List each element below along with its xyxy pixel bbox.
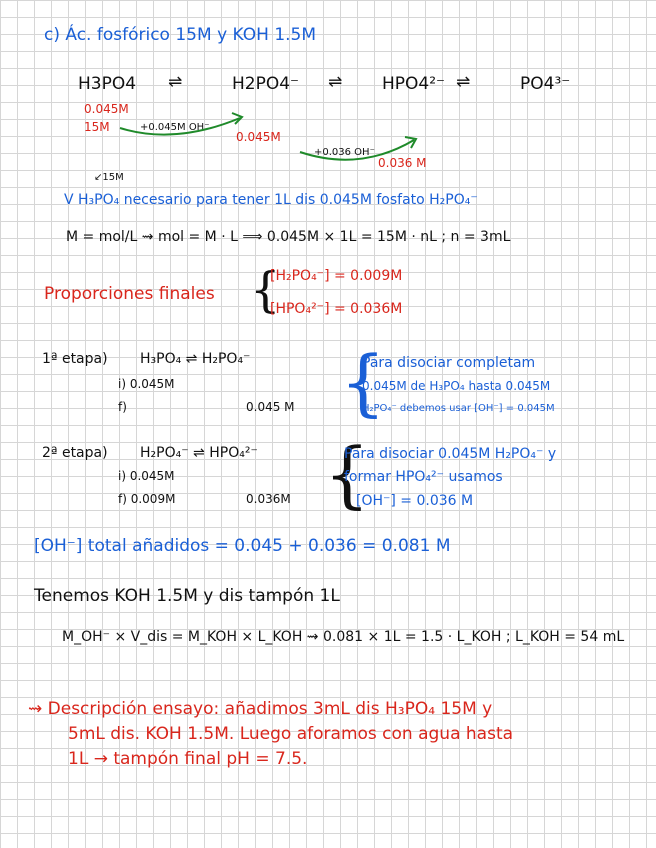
proportion-hpo4: [HPO₄²⁻] = 0.036M [270, 301, 403, 317]
conc-15m-small: ↙15M [94, 172, 124, 183]
stage1-brace: { [340, 340, 386, 424]
species-po4: PO4³⁻ [520, 74, 571, 94]
stage1-initial: i) 0.045M [118, 377, 175, 391]
equilibrium-arrow-2: ⇌ [328, 72, 343, 92]
equilibrium-arrow-1: ⇌ [168, 72, 183, 92]
stage1-equation: H₃PO₄ ⇌ H₂PO₄⁻ [140, 351, 251, 367]
stage2-final: f) 0.009M [118, 492, 176, 506]
stage2-note-1: Para disociar 0.045M H₂PO₄⁻ y [344, 446, 557, 462]
green-label-2: +0.036 OH⁻ [314, 147, 375, 158]
stage2-final-value: 0.036M [246, 492, 291, 506]
volume-needed-line: V H₃PO₄ necesario para tener 1L dis 0.045M fosfato H₂PO₄⁻ [64, 192, 478, 208]
stage2-note-3: [OH⁻] = 0.036 M [356, 493, 474, 509]
proportions-label: Proporciones finales [44, 284, 215, 304]
koh-volume-equation: M_OH⁻ × V_dis = M_KOH × L_KOH ⇝ 0.081 × 1L = 1.5 · L_KOH ; L_KOH = 54 mL [62, 629, 625, 645]
tenemos-line: Tenemos KOH 1.5M y dis tampón 1L [34, 586, 340, 606]
conc-0036: 0.036 M [378, 156, 427, 170]
proportions-brace: { [250, 262, 281, 318]
green-label-1: +0.045M OH⁻ [140, 122, 210, 133]
stage2-equation: H₂PO₄⁻ ⇌ HPO₄²⁻ [140, 445, 258, 461]
stage1-label: 1ª etapa) [42, 351, 108, 367]
stage2-label: 2ª etapa) [42, 445, 108, 461]
description-line-2: 5mL dis. KOH 1.5M. Luego aforamos con agua hasta [68, 724, 514, 744]
species-h2po4: H2PO4⁻ [232, 74, 300, 94]
equilibrium-arrow-3: ⇌ [456, 72, 471, 92]
description-line-1: ⇝ Descripción ensayo: añadimos 3mL dis H₃PO₄ 15M y [28, 699, 493, 719]
oh-total-line: [OH⁻] total añadidos = 0.045 + 0.036 = 0.081 M [34, 536, 451, 556]
species-hpo4: HPO4²⁻ [382, 74, 446, 94]
stage2-note-2: formar HPO₄²⁻ usamos [344, 469, 503, 485]
molarity-equation: M = mol/L ⇝ mol = M · L ⟹ 0.045M × 1L = 15M · nL ; n = 3mL [66, 229, 511, 245]
conc-0045-a: 0.045M [84, 102, 129, 116]
stage1-note-2: 0.045M de H₃PO₄ hasta 0.045M [362, 379, 551, 393]
conc-0045-b: 0.045M [236, 130, 281, 144]
proportion-h2po4: [H₂PO₄⁻] = 0.009M [270, 268, 403, 284]
conc-15m: 15M [84, 120, 110, 134]
stage1-note-1: Para disociar completam [362, 355, 536, 371]
description-line-3: 1L → tampón final pH = 7.5. [68, 749, 308, 769]
section-title: c) Ác. fosfórico 15M y KOH 1.5M [44, 25, 317, 45]
stage1-final-value: 0.045 M [246, 400, 295, 414]
stage2-initial: i) 0.045M [118, 469, 175, 483]
species-h3po4: H3PO4 [78, 74, 137, 94]
stage2-brace: { [324, 432, 370, 516]
stage1-note-3: H₂PO₄⁻ debemos usar [OH⁻] = 0.045M [362, 403, 555, 414]
stage1-final: f) [118, 400, 127, 414]
